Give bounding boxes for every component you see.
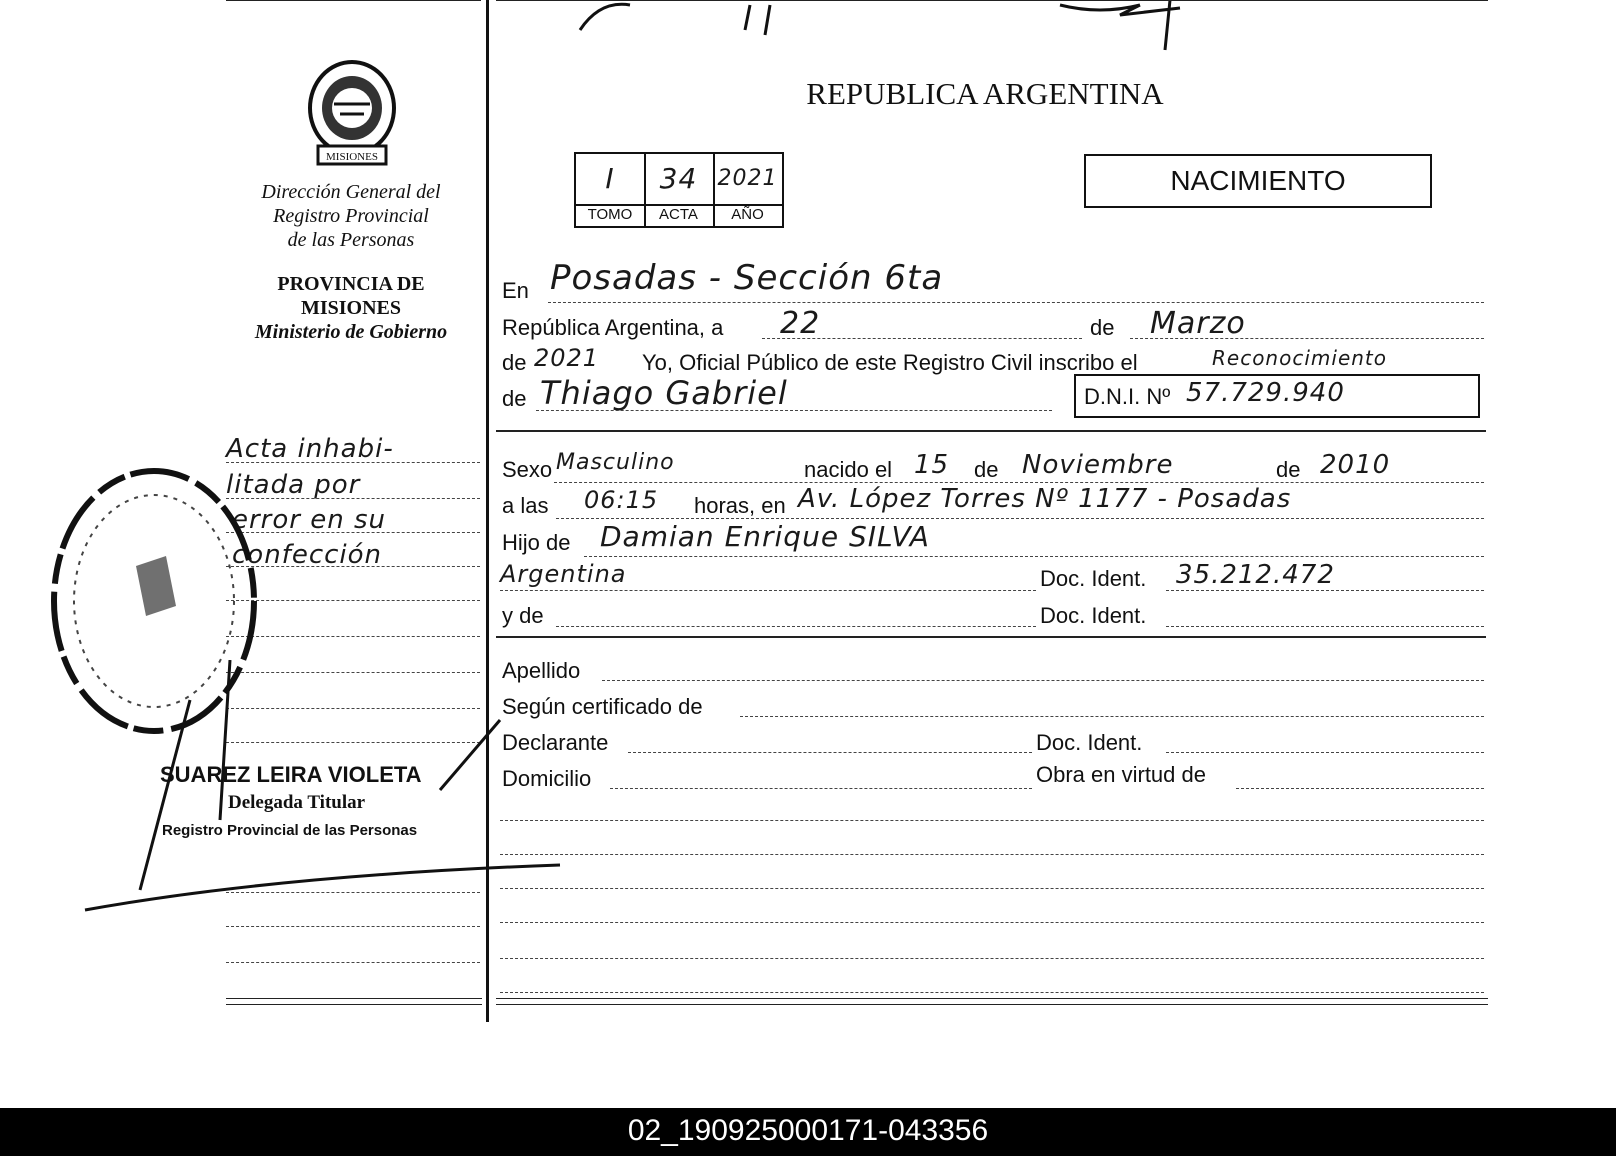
line-father [584, 556, 1484, 557]
label-hijo-de: Hijo de [502, 530, 571, 555]
bottom-rule-right-2 [496, 1004, 1488, 1005]
line-declarante [628, 752, 1032, 753]
record-id-box [574, 152, 784, 228]
footer-code: 02_190925000171-043356 [0, 1108, 1616, 1156]
stamp-title: Delegada Titular [228, 792, 366, 813]
line-child-name [536, 410, 1052, 411]
label-doc-father: Doc. Ident. [1040, 566, 1147, 591]
year-value: 2021 [534, 344, 600, 372]
section-rule-2 [496, 636, 1486, 638]
dni-value: 57.729.940 [1186, 378, 1345, 408]
acta-label: ACTA [659, 206, 698, 223]
margin-note-2: litada por [226, 470, 361, 500]
label-declarante: Declarante [502, 730, 609, 755]
sex-value: Masculino [556, 450, 675, 475]
birth-time-value: 06:15 [584, 486, 659, 514]
anio-value: 2021 [717, 166, 778, 191]
line-obra [1236, 788, 1484, 789]
province-line1: PROVINCIA DE [277, 273, 425, 295]
left-top-rule [226, 0, 481, 1]
line-domicilio [610, 788, 1032, 789]
record-type-box [1084, 154, 1432, 208]
line-doc-declarante [1166, 752, 1484, 753]
label-de-bmonth: de [974, 457, 999, 482]
nationality-value: Argentina [500, 560, 627, 588]
blank-line-r4 [500, 922, 1484, 923]
bottom-rule-left-2 [226, 1004, 482, 1005]
label-nacido: nacido el [804, 457, 893, 482]
country-title: REPUBLICA ARGENTINA [806, 76, 1164, 111]
blank-line-r5 [500, 958, 1484, 959]
birth-year-value: 2010 [1320, 450, 1391, 480]
ministry-line: Ministerio de Gobierno [254, 321, 448, 343]
stamp-name: SUAREZ LEIRA VIOLETA [160, 762, 422, 787]
margin-note-4: confección [232, 540, 383, 570]
province-line2: MISIONES [300, 297, 402, 319]
acta-value: 34 [659, 162, 698, 195]
issuer-line2: Registro Provincial [273, 205, 429, 227]
line-father-doc [1166, 590, 1484, 591]
father-value: Damian Enrique SILVA [600, 520, 930, 553]
label-doc-mother: Doc. Ident. [1040, 603, 1147, 628]
label-doc-declarante: Doc. Ident. [1036, 730, 1143, 755]
section-rule-1 [496, 430, 1486, 432]
line-day [762, 338, 1082, 339]
issuer-line3: de las Personas [287, 229, 415, 251]
label-de-year: de [502, 350, 527, 375]
blank-line-r2 [500, 854, 1484, 855]
label-republica: República Argentina, a [502, 315, 724, 340]
blank-line-r6 [500, 992, 1484, 993]
label-dni: D.N.I. Nº [1084, 384, 1171, 409]
label-y-de: y de [502, 603, 544, 628]
stamp-office: Registro Provincial de las Personas [162, 822, 418, 839]
dni-box [1074, 374, 1480, 418]
line-apellido [602, 680, 1484, 681]
day-value: 22 [780, 306, 821, 341]
margin-note-3: error en su [232, 505, 386, 535]
child-name-value: Thiago Gabriel [540, 374, 788, 412]
act-value: Reconocimiento [1212, 346, 1387, 370]
svg-text:MISIONES: MISIONES [326, 151, 378, 163]
tomo-value: I [605, 162, 615, 195]
line-segun [740, 716, 1484, 717]
margin-note-1: Acta inhabi- [226, 434, 394, 464]
birth-day-value: 15 [914, 450, 950, 480]
issuer-line1: Dirección General del [261, 181, 441, 203]
label-apellido: Apellido [502, 658, 581, 683]
label-horas-en: horas, en [694, 493, 786, 518]
line-mother-doc [1166, 626, 1484, 627]
label-domicilio: Domicilio [502, 766, 592, 791]
line-nationality [500, 590, 1036, 591]
birth-place-value: Av. López Torres Nº 1177 - Posadas [798, 484, 1292, 514]
label-sexo: Sexo [502, 457, 553, 482]
tomo-label: TOMO [587, 206, 633, 223]
label-obra: Obra en virtud de [1036, 762, 1206, 787]
father-doc-value: 35.212.472 [1176, 560, 1335, 590]
margin-line-11 [226, 926, 480, 927]
right-top-rule [496, 0, 1488, 1]
label-en: En [502, 278, 529, 303]
top-signature [560, 0, 1300, 60]
official-signature [80, 660, 580, 920]
place-value: Posadas - Sección 6ta [550, 258, 944, 298]
blank-line-r3 [500, 888, 1484, 889]
label-de-byear: de [1276, 457, 1301, 482]
label-yo-oficial: Yo, Oficial Público de este Registro Civil inscribo el [642, 350, 1138, 375]
coat-of-arms-icon [300, 58, 404, 170]
bottom-rule-right-1 [496, 998, 1488, 999]
label-segun: Según certificado de [502, 694, 703, 719]
margin-line-12 [226, 962, 480, 963]
record-type: NACIMIENTO [1170, 165, 1346, 196]
anio-label: AÑO [731, 206, 764, 223]
line-place [548, 302, 1484, 303]
label-de-month: de [1090, 315, 1115, 340]
label-a-las: a las [502, 493, 549, 518]
label-de-name: de [502, 386, 527, 411]
bottom-rule-left-1 [226, 998, 482, 999]
line-month [1130, 338, 1484, 339]
line-time [556, 518, 1484, 519]
line-sex [554, 482, 1484, 483]
blank-line-r1 [500, 820, 1484, 821]
month-value: Marzo [1150, 306, 1246, 341]
line-mother [556, 626, 1036, 627]
birth-month-value: Noviembre [1022, 450, 1174, 480]
